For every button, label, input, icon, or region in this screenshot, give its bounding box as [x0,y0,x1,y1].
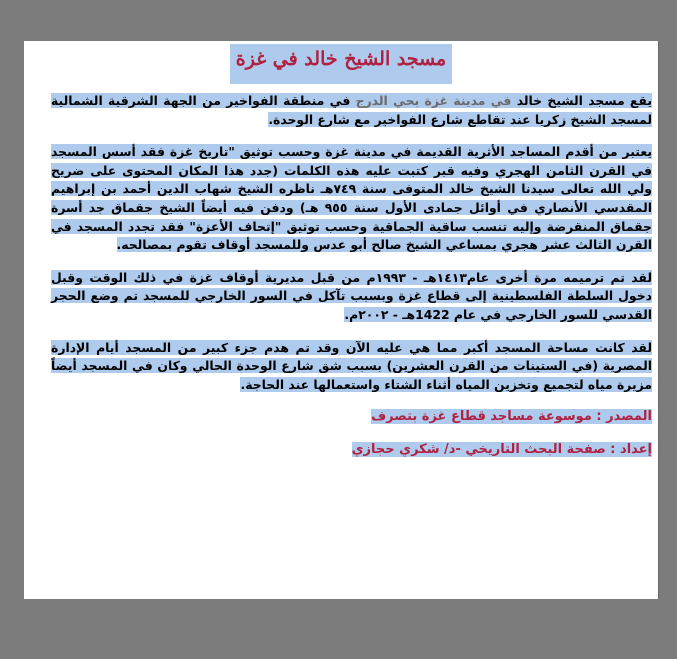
location-district: في مدينة غزة بحي الدرج [355,93,512,108]
paragraph-history-text: يعتبر من أقدم المساجد الأثرية القديمة في مدينة غزة وحسب توثيق "تاريخ غزة فقد أسس المسجد في القرن الثامن الهجري وفيه قبر كتبت عليه هذه الكلمات (جدد هذا المكان المحتوى على ضريح ولي الله تعالى سيدنا الشيخ خالد المتوفى سنة ٧٤٩هـ ناظره الشيخ شهاب الدين أحمد بن إبراهيم المقدسي الأنصاري في أوائل جمادى الأول سنة ٩٥٥ هـ) ودفن فيه أيضاً الشيخ جقماق جد أسرة جقماق المنقرضة وإليه تنسب ساقية الجماقية وحسب توثيق "إتحاف الأعزة" فقد تجدد المسجد في القرن الثالث عشر هجري بمساعي الشيخ صالح أبو عدس وللمسجد أوقاف تقوم بمصالحه. [51,144,652,253]
paragraph-location [51,92,652,129]
title-container [24,44,658,84]
location-intro: يقع مسجد الشيخ خالد [516,93,652,108]
article-body [51,92,652,474]
credit-line [51,441,652,460]
page-title: مسجد الشيخ خالد في غزة [230,44,452,84]
paragraph-area-text: لقد كانت مساحة المسجد أكبر مما هي عليه الآن وقد تم هدم جزء كبير من المسجد أيام الإدارة المصرية (في الستينات من القرن العشرين) بسبب شق شارع الوحدة الحالي وكان في المسجد أيضاً مزيرة مياه لتجميع وتخزين المياه أثناء الشتاء واستعمالها عند الحاجة. [51,339,652,392]
paragraph-restoration [51,269,652,325]
paragraph-history [51,143,652,255]
document-page [24,41,659,599]
credit-text: إعداد : صفحة البحث التاريخي -د/ شكري حجازي [351,441,652,457]
source-line [51,408,652,427]
paragraph-area [51,339,652,395]
paragraph-location-highlight [51,93,652,127]
paragraph-restoration-text: لقد تم ترميمه مرة أخرى عام١٤١٣هـ - ١٩٩٣م من قبل مديرية أوقاف غزة في ذلك الوقت وقبل دخول السلطة الفلسطينية إلى قطاع غزة وبسبب تآكل في السور الخارجي للمسجد تم وضع الحجر القدسي للسور الخارجي في عام 1422هـ - ٢٠٠٢م. [51,269,652,322]
location-rest: في منطقة الفواخير من الجهة الشرقية الشمالية لمسجد الشيخ زكريا عند تقاطع شارع الفواخير مع شارع الوحدة. [51,93,652,127]
source-text: المصدر : موسوعة مساجد قطاع غزة بتصرف [371,409,652,425]
